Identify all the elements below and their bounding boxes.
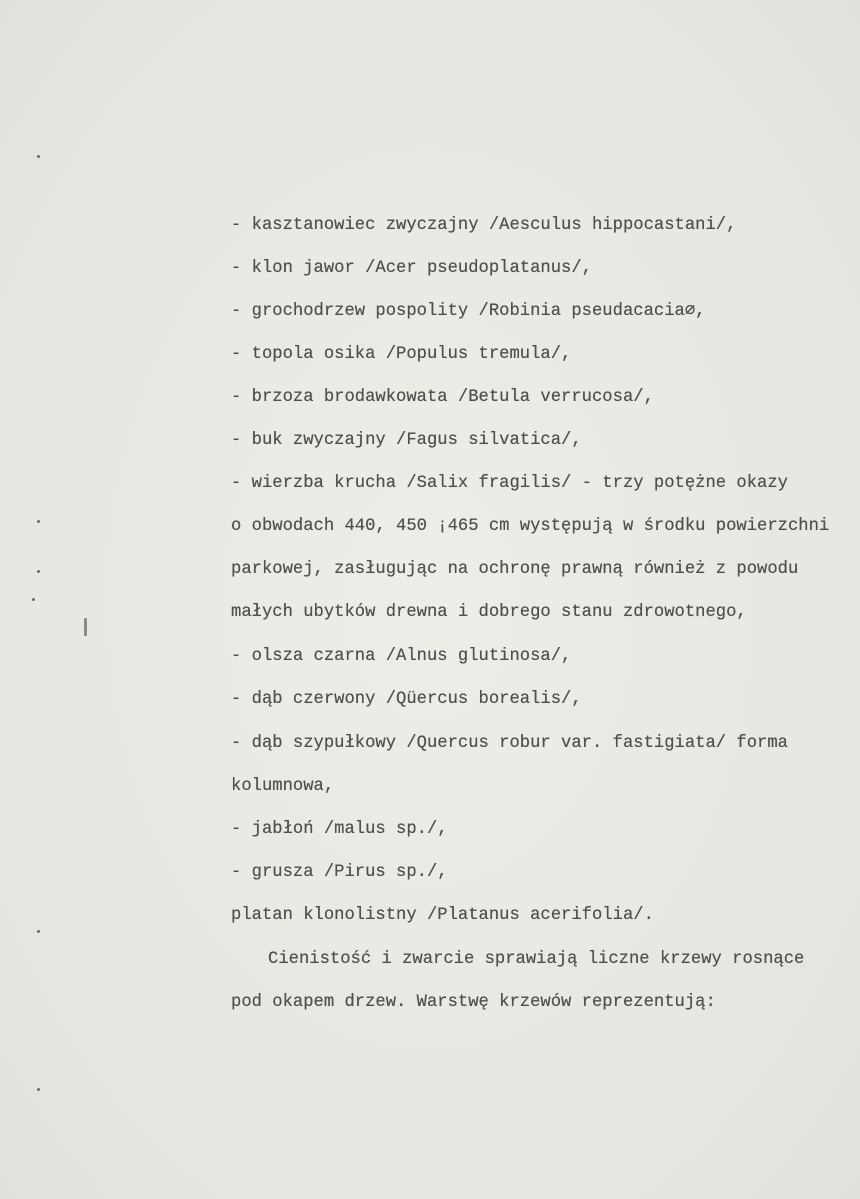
list-item: - grochodrzew pospolity /Robinia pseudacacia∅, [231, 302, 706, 321]
paper-speck [37, 155, 40, 158]
list-item: - klon jawor /Acer pseudoplatanus/, [231, 259, 592, 278]
paper-speck [37, 930, 40, 933]
list-item: - kasztanowiec zwyczajny /Aesculus hippocastani/, [231, 216, 737, 235]
paper-mark [84, 618, 87, 636]
list-item: - jabłoń /malus sp./, [231, 820, 448, 839]
text-line: pod okapem drzew. Warstwę krzewów reprezentują: [231, 993, 716, 1012]
text-line: parkowej, zasługując na ochronę prawną również z powodu [231, 560, 799, 579]
paper-speck [37, 570, 40, 573]
list-item: - dąb szypułkowy /Quercus robur var. fastigiata/ forma [231, 734, 788, 753]
paper-speck [37, 520, 40, 523]
text-line: o obwodach 440, 450 ¡465 cm występują w środku powierzchni [231, 517, 830, 536]
text-line: małych ubytków drewna i dobrego stanu zdrowotnego, [231, 603, 747, 622]
paper-speck [37, 1088, 40, 1091]
text-line: kolumnowa, [231, 777, 335, 796]
list-item: - buk zwyczajny /Fagus silvatica/, [231, 431, 582, 450]
paragraph-start: Cienistość i zwarcie sprawiają liczne krzewy rosnące [268, 950, 805, 969]
text-line: platan klonolistny /Platanus acerifolia/. [231, 906, 654, 925]
list-item: - olsza czarna /Alnus glutinosa/, [231, 647, 572, 666]
paper-speck [32, 598, 35, 601]
list-item: - wierzba krucha /Salix fragilis/ - trzy potężne okazy [231, 474, 788, 493]
list-item: - dąb czerwony /Qüercus borealis/, [231, 690, 582, 709]
list-item: - grusza /Pirus sp./, [231, 863, 448, 882]
list-item: - brzoza brodawkowata /Betula verrucosa/, [231, 388, 654, 407]
list-item: - topola osika /Populus tremula/, [231, 345, 572, 364]
